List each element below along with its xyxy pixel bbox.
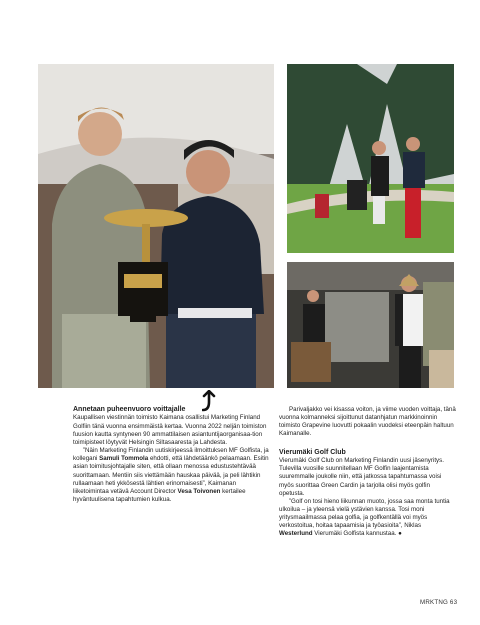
paragraph-quote: [279, 498, 456, 539]
paragraph: Kaupallisen viestinnän toimisto Kaimana osallistui Marketing Finland Golfiin tänä vuonna ensimmäistä kertaa. Vuonna 2022 neljän toimiston fuusion kautta syntyneen 90 ammattilaisen asiantuntijaorganisaa-tion toimipisteet löytyvät Helsingin Siltasaaresta ja Lahdesta.: [73, 414, 267, 446]
text-run: ”Näin Marketing Finlandin uutiskirjeessä ilmoittuksen MF Golfista, ja kollegani: [73, 447, 269, 463]
section-heading: Vierumäki Golf Club: [279, 448, 346, 456]
photo-trophy-winners: [38, 64, 274, 388]
section-heading: Annetaan puheenvuoro voittajalle: [73, 406, 186, 413]
photo-golf-course: [287, 64, 454, 253]
person-name: Vesa Toivonen: [177, 487, 221, 495]
photo-clubhouse-interior: [287, 262, 454, 388]
page-folio: MRKTNG 63: [420, 599, 458, 606]
text-run: Vierumäki Golfista kannustaa. ●: [312, 530, 402, 538]
text-run: ehdotti, että lähdetäänkö pelaamaan. Esitin asian toimitusjohtajalle siten, että ollaan menossa edustustehtävää suorittamaan. Mentiin siis viettämään hauskaa päivää, ja peli lähtikin rullaamaan heti ykkösestä lähtien erinomaisesti”, Kaimanan liiketoimintaa vetävä Account Director: [73, 455, 269, 495]
person-name: Westerlund: [279, 530, 313, 538]
text-run: kertailee hyväntuulisena tapahtumien kulkua.: [73, 487, 246, 503]
paragraph-quote: [73, 447, 271, 504]
text-run: ”Golf on tosi hieno liikunnan muoto, jossa saa monta tuntia ulkoilua – ja yleensä vielä ystävien kanssa. Tosi moni yritysmaailmassa pelaa golfia, ja golfkentällä voi myös verkostoitua, hoitaa tapaamisia ja työasioita”, Niklas: [279, 497, 450, 530]
person-name: Samuli Tommola: [99, 455, 149, 463]
paragraph: Vierumäki Golf Club on Marketing Finlandin uusi jäsenyritys. Tulevilla vuosille suunnitellaan MF Golfin laajentamista suuremmalle joukolle niin, että jatkossa tapahtumassa voisi myös suorittaa Green Cardin ja tarjolla olisi myös golfin opetusta.: [279, 457, 444, 497]
paragraph: Parivaljakko vei kisassa voiton, ja viime vuoden voittaja, tänä vuonna kolmanneksi sijoittunut datanhjatun markkinoinnin toimisto Grapevine luovutti pokaalin vuodeksi eteenpäin haltuun Kaimanalle.: [279, 406, 456, 438]
article-column-left: [73, 406, 271, 504]
article-column-right: [279, 406, 456, 539]
